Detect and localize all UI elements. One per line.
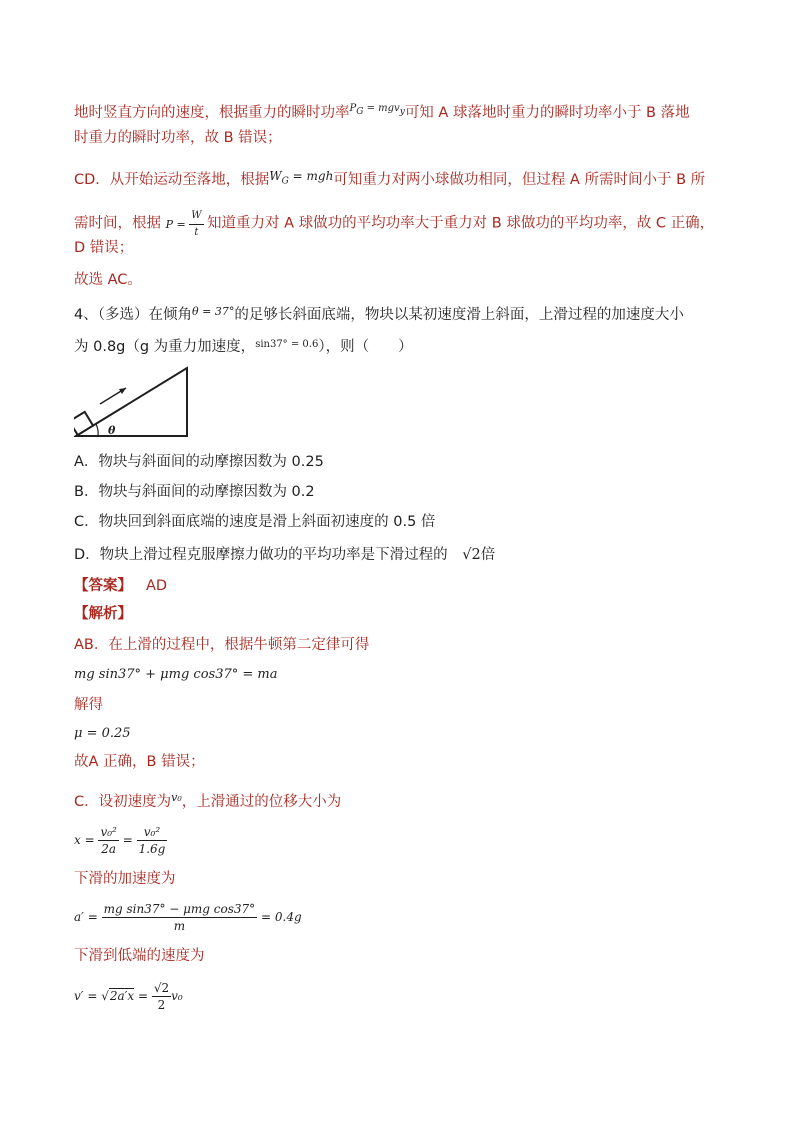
angle-formula: θ = 37°	[191, 305, 235, 318]
fraction	[152, 980, 171, 1013]
angle-label: θ	[108, 424, 116, 437]
equation-3	[74, 822, 167, 858]
answer-value: AD	[146, 578, 168, 594]
sqrt-sign: √	[101, 989, 109, 1003]
answer-line	[74, 576, 167, 596]
sin-formula: sin37° = 0.6	[255, 339, 319, 350]
fraction-numerator: √2	[153, 981, 170, 995]
fraction-denominator: 2a	[101, 842, 117, 856]
v0-symbol: v₀	[171, 791, 182, 804]
fraction	[98, 824, 118, 857]
equation-2: μ = 0.25	[74, 726, 131, 741]
formula-symbol: W	[269, 169, 282, 183]
option-a: A．物块与斜面间的动摩擦因数为 0.25	[74, 454, 324, 470]
paragraph-line: 故选 AC。	[74, 272, 142, 288]
paragraph-line	[74, 166, 705, 191]
analysis-line	[74, 788, 341, 812]
question-number: 4、（多选）在倾角	[74, 307, 192, 323]
analysis-tag: 【解析】	[74, 606, 132, 622]
text-segment: 需时间，根据	[74, 215, 161, 232]
formula-rest: = mgv	[363, 103, 400, 114]
text-segment: 可知 A 球落地时重力的瞬时功率小于 B 落地	[404, 105, 690, 121]
equals-sign: =	[134, 989, 148, 1003]
sqrt-radicand: 2a′x	[109, 989, 135, 1003]
answer-label: 【答案】	[74, 578, 132, 594]
fraction-numerator: W	[189, 208, 203, 225]
text-segment: C．设初速度为	[74, 794, 172, 810]
analysis-line: 解得	[74, 697, 103, 713]
paragraph-line: 时重力的瞬时功率，故 B 错误；	[74, 130, 282, 146]
option-text: D．物块上滑过程克服摩擦力做功的平均功率是下滑过程的	[74, 547, 448, 563]
fraction-denominator: t	[194, 227, 199, 238]
option-d	[74, 545, 495, 565]
question-line	[74, 302, 684, 325]
text-segment: 地时竖直方向的速度，根据重力的瞬时功率	[74, 105, 350, 121]
eq-lhs: a′ =	[74, 910, 98, 924]
fraction-numerator: v₀²	[137, 824, 168, 841]
text-segment: 的足够长斜面底端，物块以某初速度滑上斜面，上滑过程的加速度大小	[234, 307, 684, 323]
formula-rest: = mgh	[288, 169, 334, 183]
analysis-line: 故A 正确，B 错误；	[74, 754, 205, 770]
paragraph-line: D 错误；	[74, 240, 134, 256]
text-segment: 可知重力对两小球做功相同，但过程 A 所需时间小于 B 所	[333, 172, 706, 188]
paragraph-line	[74, 99, 690, 123]
angle-arc	[96, 424, 98, 436]
option-c: C．物块回到斜面底端的速度是滑上斜面初速度的 0.5 倍	[74, 514, 436, 530]
work-formula: WG = mgh	[269, 169, 334, 187]
eq-rhs: = 0.4g	[261, 910, 302, 924]
paragraph-line	[74, 208, 714, 241]
equation-5	[74, 978, 183, 1014]
analysis-line: AB．在上滑的过程中，根据牛顿第二定律可得	[74, 637, 370, 653]
block-icon	[74, 412, 93, 435]
text-segment: ，上滑通过的位移大小为	[181, 794, 342, 810]
option-tail: 倍	[480, 547, 496, 563]
eq-lhs: v′ =	[74, 989, 102, 1003]
formula-symbol: P	[349, 103, 357, 114]
equation-1: mg sin37° + μmg cos37° = ma	[74, 667, 278, 682]
fraction	[137, 824, 168, 857]
sqrt-two: √2	[462, 547, 481, 563]
analysis-label	[74, 604, 132, 624]
power-formula: PG = mgvy	[349, 103, 405, 117]
fraction-numerator: mg sin37° − μmg cos37°	[103, 902, 256, 916]
text-segment: CD．从开始运动至落地，根据	[74, 172, 270, 188]
text-segment: ），则（ ）	[318, 339, 413, 355]
fraction-denominator: m	[173, 919, 186, 933]
fraction-denominator: 1.6g	[138, 842, 166, 856]
text-segment: 知道重力对 A 球做功的平均功率大于重力对 B 球做功的平均功率，故 C 正确，	[207, 215, 715, 232]
incline-figure	[74, 366, 194, 442]
equals-sign: =	[122, 833, 133, 847]
fraction	[189, 208, 203, 241]
fraction-numerator: v₀²	[100, 825, 117, 839]
avg-power-formula	[165, 210, 207, 238]
equation-4	[74, 899, 302, 935]
analysis-line: 下滑到低端的速度为	[74, 948, 205, 964]
eq-rhs: v₀	[171, 989, 183, 1003]
fraction-denominator: 2	[157, 998, 166, 1012]
option-b: B．物块与斜面间的动摩擦因数为 0.2	[74, 484, 315, 500]
eq-lhs: x =	[74, 833, 95, 847]
fraction	[102, 901, 258, 934]
analysis-line: 下滑的加速度为	[74, 871, 176, 887]
question-line	[74, 335, 413, 357]
text-segment: 为 0.8g（g 为重力加速度，	[74, 339, 256, 355]
formula-lhs: P =	[165, 217, 186, 231]
